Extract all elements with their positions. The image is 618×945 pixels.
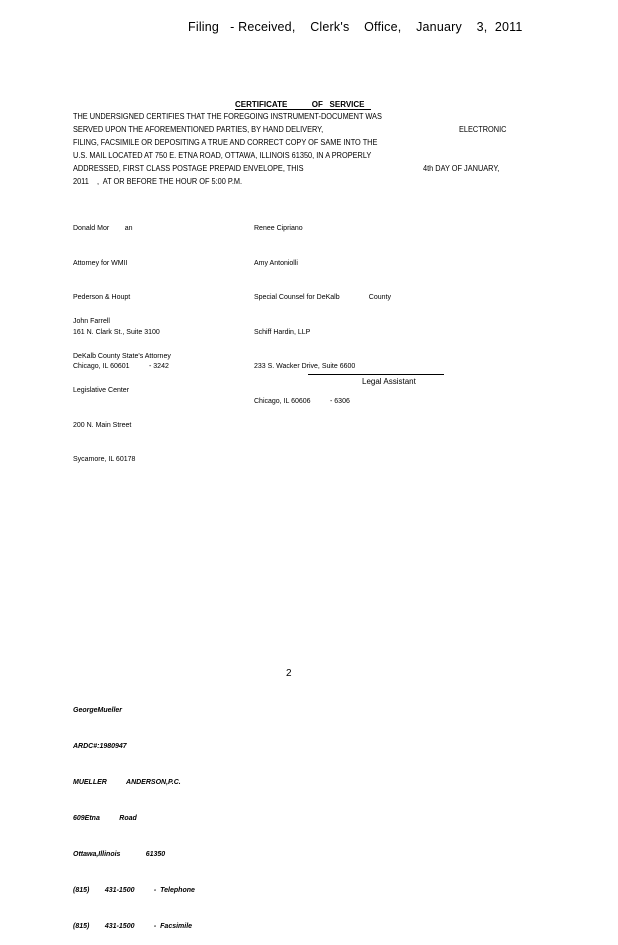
- recipient-line: Legislative Center: [73, 387, 130, 394]
- recipient-line: DeKalb County State's Attorney: [73, 352, 171, 360]
- certificate-date: 4th DAY OF JANUARY,: [423, 164, 500, 173]
- recipient-line: Chicago, IL 60606 - 6306: [254, 397, 350, 405]
- footer-line: (815) 431-1500 - Facsimile: [73, 923, 193, 930]
- filing-header: Filing - Received, Clerk's Office, January 3, 2011: [188, 20, 523, 34]
- certificate-line-1: THE UNDERSIGNED CERTIFIES THAT THE FOREGOING INSTRUMENT-DOCUMENT WAS: [73, 112, 382, 121]
- recipient-line: Donald Mor an: [73, 225, 133, 232]
- footer-line: MUELLER ANDERSON,P.C.: [73, 779, 181, 786]
- certificate-line-6: 2011 , AT OR BEFORE THE HOUR OF 5:00 P.M.: [73, 177, 243, 186]
- certificate-title: CERTIFICATE OF SERVICE: [235, 100, 371, 110]
- footer-line: ARDC#:1980947: [73, 743, 127, 750]
- certificate-line-4: U.S. MAIL LOCATED AT 750 E. ETNA ROAD, OTTAWA, ILLINOIS 61350, IN A PROPERLY: [73, 151, 372, 160]
- recipient-line: Amy Antoniolli: [254, 259, 298, 267]
- recipient-line: Special Counsel for DeKalb County: [254, 294, 391, 301]
- recipient-line: Attorney for WMII: [73, 259, 128, 267]
- signature-label: Legal Assistant: [362, 377, 416, 386]
- recipient-line: Chicago, IL 60601 - 3242: [73, 363, 169, 370]
- footer-line: GeorgeMueller: [73, 707, 123, 714]
- certificate-line-5: ADDRESSED, FIRST CLASS POSTAGE PREPAID ENVELOPE, THIS: [73, 164, 304, 173]
- page-number: 2: [286, 668, 292, 679]
- certificate-line-3: FILING, FACSIMILE OR DEPOSITING A TRUE AND CORRECT COPY OF SAME INTO THE: [73, 138, 378, 147]
- recipient-line: Renee Cipriano: [254, 225, 303, 232]
- recipient-farrell: [73, 293, 171, 477]
- certificate-electronic: ELECTRONIC: [459, 125, 507, 134]
- recipient-line: 200 N. Main Street: [73, 421, 132, 429]
- recipient-line: Schiff Hardin, LLP: [254, 328, 311, 336]
- footer-line: Ottawa,Illinois 61350: [73, 851, 166, 858]
- footer-line: 609Etna Road: [73, 815, 137, 822]
- footer-line: (815) 431-1500 - Telephone: [73, 887, 195, 894]
- firm-footer: [73, 681, 195, 945]
- signature-line: [308, 374, 444, 375]
- recipient-line: Sycamore, IL 60178: [73, 456, 136, 463]
- recipient-line: John Farrell: [73, 318, 110, 325]
- recipient-line: 233 S. Wacker Drive, Suite 6600: [254, 363, 356, 370]
- recipient-line: Pederson & Houpt: [73, 294, 131, 301]
- recipient-line: 161 N. Clark St., Suite 3100: [73, 328, 160, 336]
- certificate-line-2: SERVED UPON THE AFOREMENTIONED PARTIES, BY HAND DELIVERY,: [73, 125, 324, 134]
